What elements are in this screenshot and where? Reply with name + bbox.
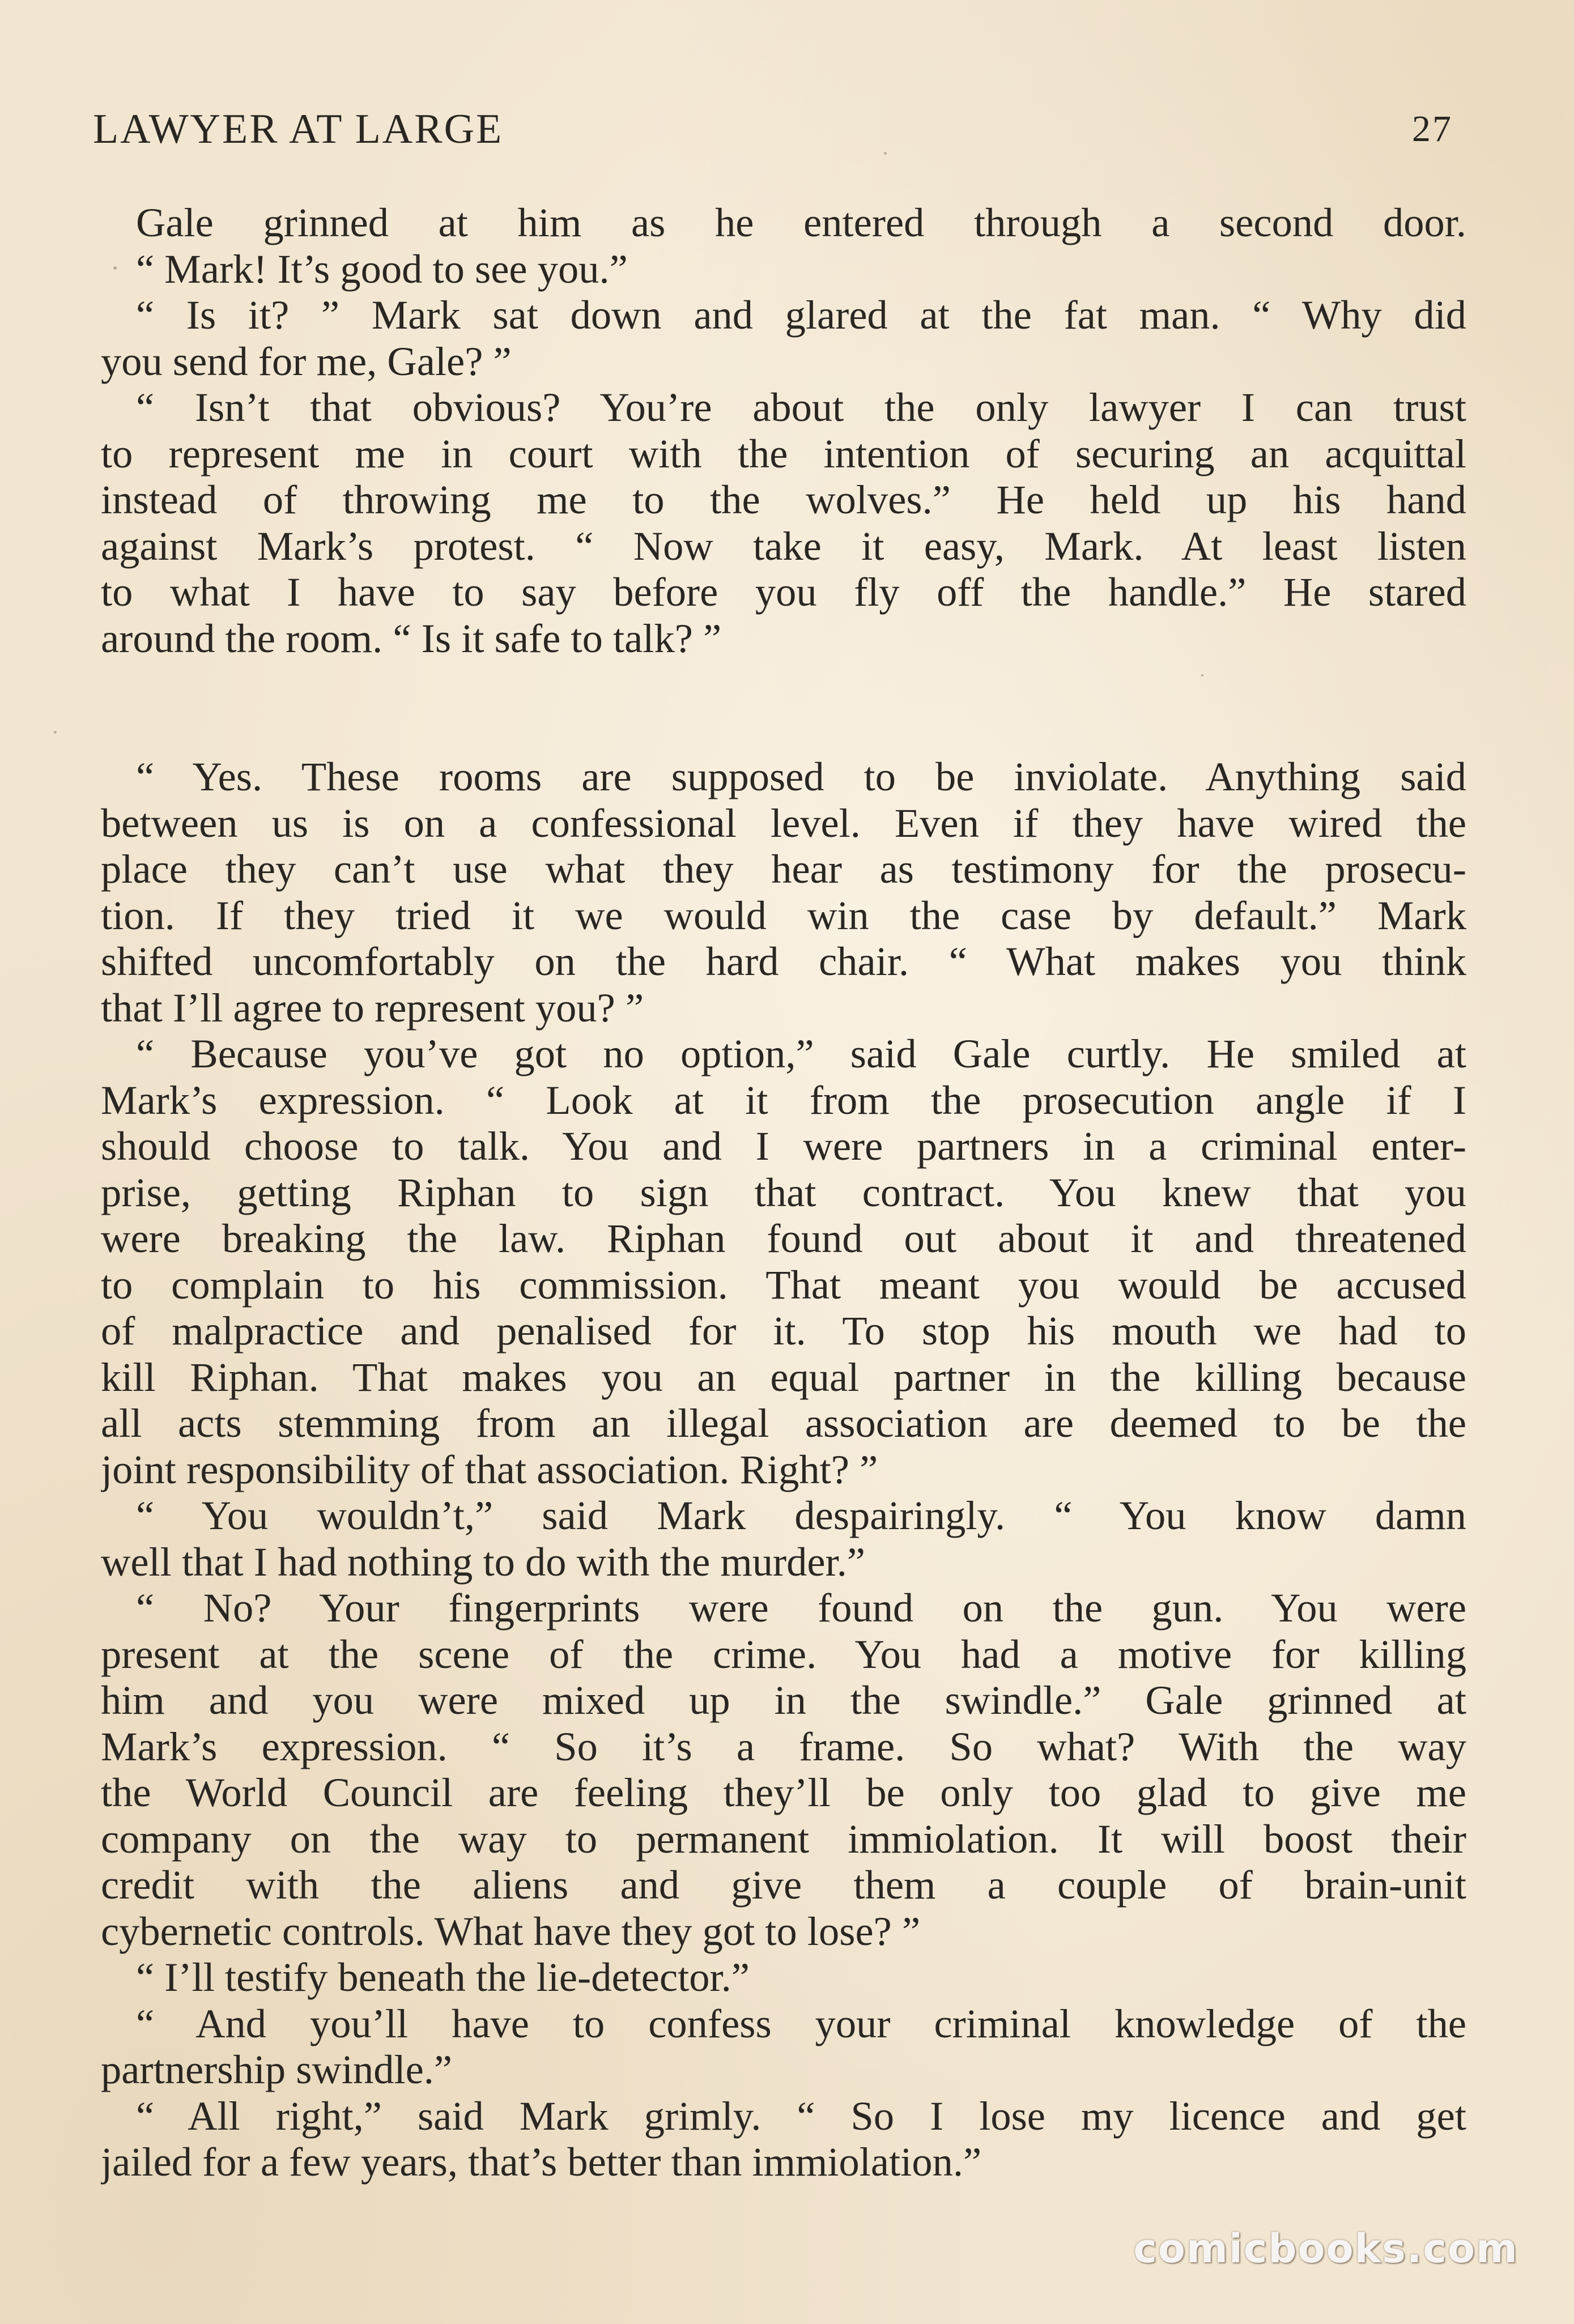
text-line: “ All right,” said Mark grimly. “ So I lose my licence and get xyxy=(136,2092,1466,2139)
text-line: partnership swindle.” xyxy=(101,2046,453,2092)
text-line: all acts stemming from an illegal association are deemed to be the xyxy=(101,1400,1466,1446)
text-line: “ Is it? ” Mark sat down and glared at the fat man. “ Why did xyxy=(136,292,1466,338)
paper-speck xyxy=(884,152,887,155)
text-line: “ You wouldn’t,” said Mark despairingly. “ You know damn xyxy=(136,1492,1466,1538)
text-block-2 xyxy=(101,754,1466,2185)
text-line: “ Isn’t that obvious? You’re about the only lawyer I can trust xyxy=(136,384,1466,430)
text-block-1 xyxy=(101,199,1466,661)
text-line: joint responsibility of that association. Right? ” xyxy=(101,1446,878,1492)
page-number: 27 xyxy=(1412,108,1453,150)
running-head: LAWYER AT LARGE xyxy=(93,106,504,152)
text-line: of malpractice and penalised for it. To stop his mouth we had to xyxy=(101,1308,1466,1353)
text-line: to what I have to say before you fly off the handle.” He stared xyxy=(101,569,1466,615)
text-line: “ Because you’ve got no option,” said Gale curtly. He smiled at xyxy=(136,1031,1466,1076)
text-line: shifted uncomfortably on the hard chair. “ What makes you think xyxy=(101,938,1466,984)
text-line: present at the scene of the crime. You had a motive for killing xyxy=(101,1631,1466,1677)
text-line: “ Yes. These rooms are supposed to be inviolate. Anything said xyxy=(136,754,1466,799)
text-line: Mark’s expression. “ Look at it from the prosecution angle if I xyxy=(101,1076,1466,1123)
text-line: against Mark’s protest. “ Now take it easy, Mark. At least listen xyxy=(101,522,1466,569)
text-line: company on the way to permanent immiolation. It will boost their xyxy=(101,1815,1466,1862)
page-header xyxy=(93,101,1453,158)
text-line: to complain to his commission. That meant you would be accused xyxy=(101,1261,1466,1308)
paper-speck xyxy=(113,266,117,270)
text-line: him and you were mixed up in the swindle.” Gale grinned at xyxy=(101,1677,1466,1723)
text-line: kill Riphan. That makes you an equal partner in the killing because xyxy=(101,1353,1466,1400)
text-line: prise, getting Riphan to sign that contract. You knew that you xyxy=(101,1169,1466,1215)
text-line: that I’ll agree to represent you? ” xyxy=(101,984,644,1031)
text-line: credit with the aliens and give them a couple of brain-unit xyxy=(101,1862,1466,1908)
text-line: were breaking the law. Riphan found out about it and threatened xyxy=(101,1215,1466,1261)
text-line: you send for me, Gale? ” xyxy=(101,338,512,384)
text-line: around the room. “ Is it safe to talk? ” xyxy=(101,615,722,661)
text-line: Mark’s expression. “ So it’s a frame. So what? With the way xyxy=(101,1723,1466,1769)
watermark: comicbooks.com xyxy=(1133,2225,1518,2272)
text-line: should choose to talk. You and I were partners in a criminal enter- xyxy=(101,1123,1466,1169)
text-line: place they can’t use what they hear as testimony for the prosecu- xyxy=(101,846,1466,892)
text-line: Gale grinned at him as he entered through a second door. xyxy=(136,199,1466,245)
text-line: jailed for a few years, that’s better than immiolation.” xyxy=(101,2139,982,2185)
text-line: “ No? Your fingerprints were found on the gun. You were xyxy=(136,1585,1466,1631)
text-line: between us is on a confessional level. Even if they have wired the xyxy=(101,799,1466,846)
text-line: “ Mark! It’s good to see you.” xyxy=(136,245,628,292)
text-line: “ I’ll testify beneath the lie-detector.” xyxy=(136,1954,750,2000)
text-line: the World Council are feeling they’ll be only too glad to give me xyxy=(101,1769,1466,1815)
text-line: tion. If they tried it we would win the case by default.” Mark xyxy=(101,892,1466,938)
text-line: to represent me in court with the intention of securing an acquittal xyxy=(101,430,1466,476)
text-line: “ And you’ll have to confess your criminal knowledge of the xyxy=(136,2000,1466,2046)
paper-speck xyxy=(1201,674,1203,676)
text-line: well that I had nothing to do with the murder.” xyxy=(101,1538,866,1585)
paper-speck xyxy=(54,731,57,734)
text-line: instead of throwing me to the wolves.” He held up his hand xyxy=(101,476,1466,522)
text-line: cybernetic controls. What have they got to lose? ” xyxy=(101,1908,921,1954)
